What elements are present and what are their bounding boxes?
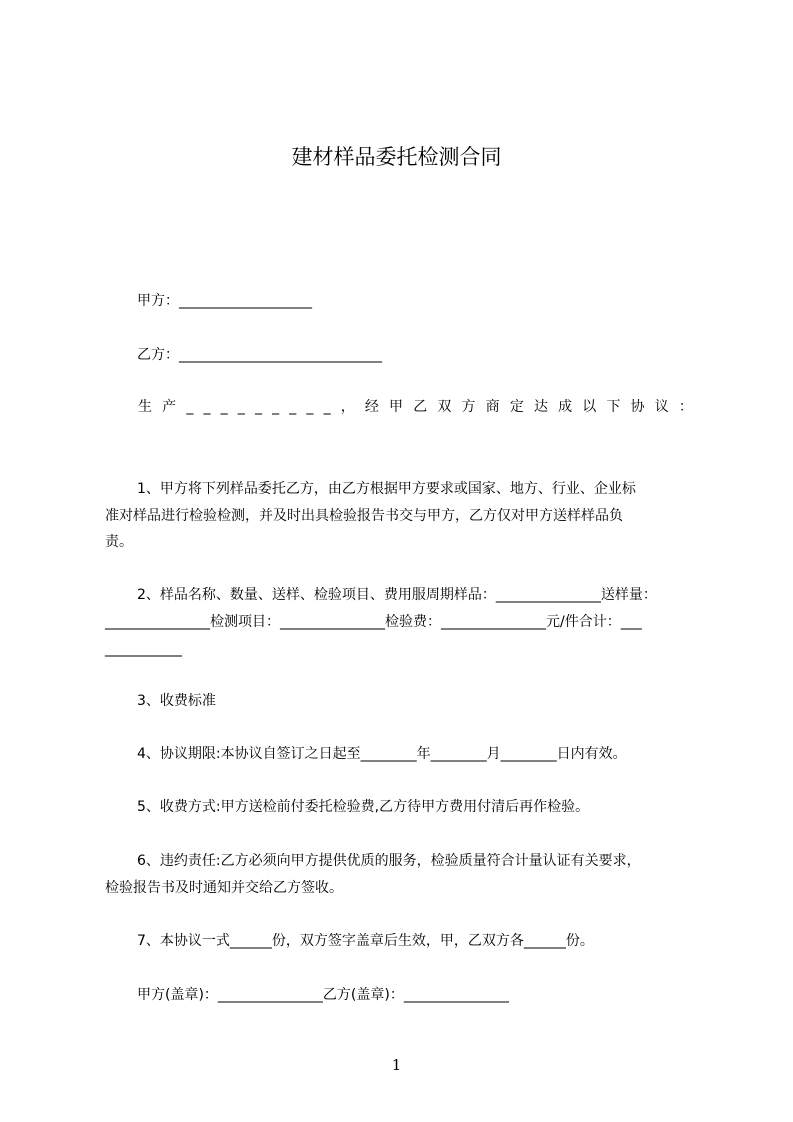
clause-5: 5、收费方式:甲方送检前付委托检验费,乙方待甲方费用付清后再作检验。 xyxy=(137,799,590,815)
page-number: 1 xyxy=(391,1056,402,1074)
production-char: 协 xyxy=(630,399,645,415)
clause-3: 3、收费标准 xyxy=(137,693,216,709)
production-char: 商 xyxy=(485,399,500,415)
production-char: 乙 xyxy=(413,399,428,415)
production-char: 达 xyxy=(533,399,548,415)
clause-4: 4、协议期限:本协议自签订之日起至________年________月________日内有效。 xyxy=(137,746,627,762)
production-char: _ xyxy=(323,399,331,415)
seal-signature-line: 甲方(盖章)：_______________乙方(盖章)：_______________ xyxy=(137,987,509,1003)
clause-1-line-3: 责。 xyxy=(105,534,133,550)
production-char: _ xyxy=(254,399,262,415)
production-char: 双 xyxy=(437,399,452,415)
production-char: _ xyxy=(306,399,314,415)
clause-1-line-2: 准对样品进行检验检测，并及时出具检验报告书交与甲方，乙方仅对甲方送样样品负 xyxy=(105,508,623,524)
clause-6-line-2: 检验报告书及时通知并交给乙方签收。 xyxy=(105,880,343,896)
production-char: 下 xyxy=(606,399,621,415)
clause-2-line-3: ___________ xyxy=(105,641,182,657)
production-char: 定 xyxy=(509,399,524,415)
production-agreement-line xyxy=(138,398,693,416)
production-char: _ xyxy=(272,399,280,415)
party-a-line: 甲方：___________________ xyxy=(137,293,312,309)
clause-6-line-1: 6、违约责任:乙方必须向甲方提供优质的服务，检验质量符合计量认证有关要求， xyxy=(137,853,641,869)
production-char: 产 xyxy=(162,399,177,415)
production-char: 成 xyxy=(558,399,573,415)
production-char: 生 xyxy=(138,399,152,415)
production-char: _ xyxy=(220,399,228,415)
production-char: 以 xyxy=(582,399,597,415)
production-char: 甲 xyxy=(389,399,404,415)
party-b-line: 乙方：_____________________________ xyxy=(137,347,382,363)
clause-1-line-1: 1、甲方将下列样品委托乙方，由乙方根据甲方要求或国家、地方、行业、企业标 xyxy=(137,481,636,497)
production-char: _ xyxy=(203,399,211,415)
clause-2-line-1: 2、样品名称、数量、送样、检验项目、费用服周期样品：_______________送样量： xyxy=(137,587,657,603)
clause-2-line-2: _______________检测项目：_______________检验费：_______________元/件合计：___ xyxy=(105,614,642,630)
production-char: _ xyxy=(186,399,194,415)
document-title: 建材样品委托检测合同 xyxy=(291,145,502,169)
production-char: ： xyxy=(678,399,693,415)
production-char: 经 xyxy=(364,399,379,415)
clause-7: 7、本协议一式______份，双方签字盖章后生效，甲，乙双方各______份。 xyxy=(137,933,594,949)
production-char: _ xyxy=(289,399,297,415)
production-char: 方 xyxy=(461,399,476,415)
production-char: ， xyxy=(340,399,355,415)
production-char: 议 xyxy=(654,399,669,415)
production-char: _ xyxy=(237,399,245,415)
